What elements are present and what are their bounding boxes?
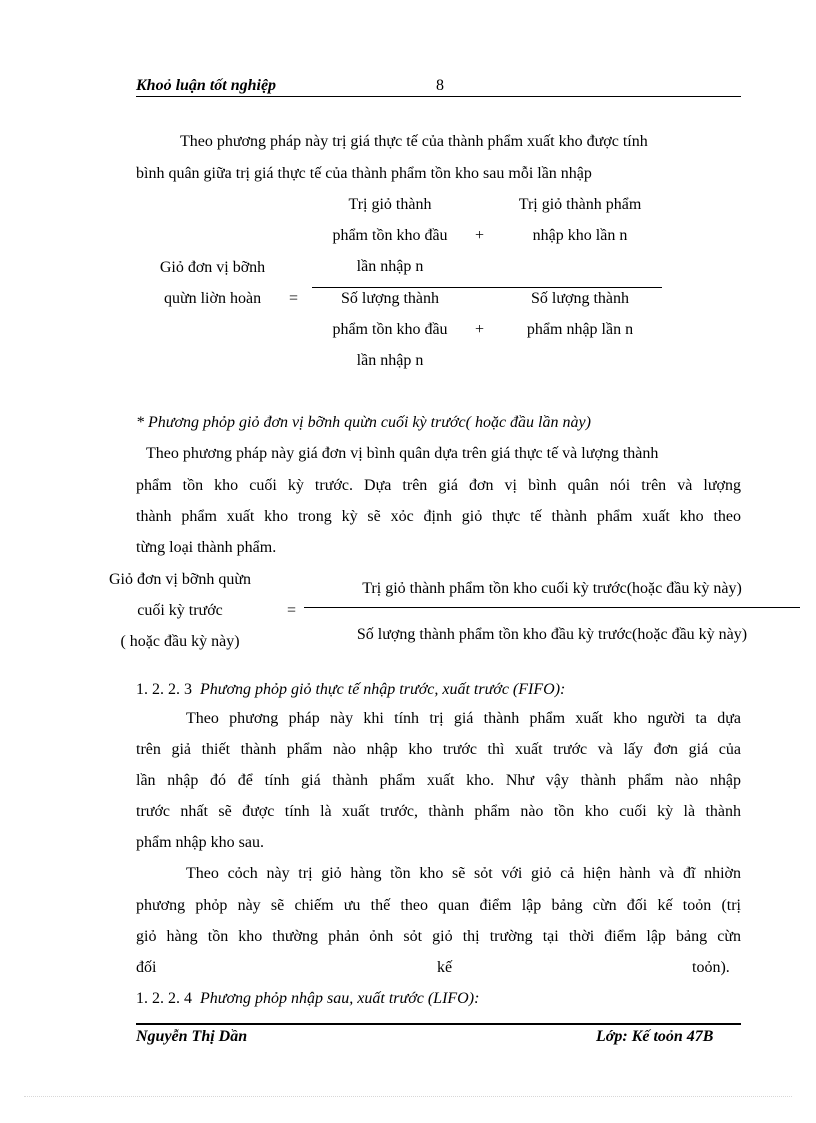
fifo-para1-line-5: phẩm nhập kho sau. xyxy=(136,834,264,851)
section-star-line-4: từng loại thành phẩm. xyxy=(136,539,277,556)
fifo-para1-line-3: lần nhập đó để tính giá thành phẩm xuất kho. Như vậy thành phẩm nào nhập xyxy=(136,772,741,789)
den-a-line-2: phẩm tồn kho đầu xyxy=(332,321,448,338)
fifo-para2-line-2: phương phỏp này sẽ chiếm ưu thế theo quan điểm lập bảng cừn đối kế toỏn (trị xyxy=(136,897,741,914)
num-b-line-2: nhập kho lần n xyxy=(532,227,628,244)
num-a-line-3: lần nhập n xyxy=(356,258,424,275)
f2-fraction-bar xyxy=(304,607,800,608)
f2-lhs-line-2: cuối kỳ trước xyxy=(137,602,223,619)
f2-numerator: Trị giỏ thành phẩm tồn kho cuối kỳ trước(hoặc đầu kỳ này) xyxy=(362,580,742,597)
f2-equals-sign: = xyxy=(287,602,297,619)
lhs-line-2: quừn liờn hoàn xyxy=(163,290,262,307)
section-star-line-1: Theo phương pháp này giá đơn vị bình quân dựa trên giá thực tế và lượng thành xyxy=(146,445,659,462)
fifo-title: Phương phỏp giỏ thực tế nhập trước, xuất trước (FIFO): xyxy=(200,681,566,698)
den-a-line-1: Số lượng thành xyxy=(340,290,440,307)
num-plus: + xyxy=(475,227,485,244)
intro-line-1: Theo phương pháp này trị giá thực tế của thành phẩm xuất kho được tính xyxy=(180,133,648,150)
f2-lhs-line-1: Giỏ đơn vị bỡnh quừn xyxy=(108,571,252,588)
den-a-line-3: lần nhập n xyxy=(356,352,424,369)
fifo-para2-last-word-1: đối xyxy=(136,959,157,976)
intro-line-2: bình quân giữa trị giá thực tế của thành phẩm tồn kho sau mỗi lần nhập xyxy=(136,165,592,182)
section-star-line-3: thành phẩm xuất kho trong kỳ sẽ xỏc định giỏ thực tế thành phẩm xuất kho theo xyxy=(136,508,741,525)
fifo-para2-line-1: Theo cỏch này trị giỏ hàng tồn kho sẽ sỏt với giỏ cả hiện hành và đĩ nhiờn xyxy=(186,865,741,882)
f2-denominator: Số lượng thành phẩm tồn kho đầu kỳ trước(hoặc đầu kỳ này) xyxy=(356,626,748,643)
header-title: Khoỏ luận tốt nghiệp xyxy=(136,77,277,94)
lifo-number: 1. 2. 2. 4 xyxy=(136,990,192,1007)
header-rule xyxy=(136,96,741,97)
fifo-number: 1. 2. 2. 3 xyxy=(136,681,192,698)
fraction-bar xyxy=(312,287,662,288)
lhs-line-1: Giỏ đơn vị bỡnh xyxy=(159,259,266,276)
fifo-para2-last-word-3: toỏn). xyxy=(692,959,730,976)
section-star-line-2: phẩm tồn kho cuối kỳ trước. Dựa trên giá đơn vị bình quân nói trên và lượng xyxy=(136,477,741,494)
footer-class: Lớp: Kế toỏn 47B xyxy=(596,1028,714,1045)
f2-lhs-line-3: ( hoặc đầu kỳ này) xyxy=(120,633,240,650)
fifo-para2-line-3: giỏ hàng tồn kho thường phản ỏnh sỏt giỏ thị trường tại thời điểm lập bảng cừn xyxy=(136,928,741,945)
den-b-line-2: phẩm nhập lần n xyxy=(526,321,634,338)
num-b-line-1: Trị giỏ thành phẩm xyxy=(518,196,642,213)
lifo-heading xyxy=(136,990,479,1008)
page-bottom-edge xyxy=(24,1096,792,1097)
num-a-line-2: phẩm tồn kho đầu xyxy=(332,227,448,244)
den-b-line-1: Số lượng thành xyxy=(530,290,630,307)
equals-sign: = xyxy=(289,290,299,307)
lifo-title: Phương phỏp nhập sau, xuất trước (LIFO): xyxy=(200,990,480,1007)
den-plus: + xyxy=(475,321,485,338)
section-star-heading: * Phương phỏp giỏ đơn vị bỡnh quừn cuối kỳ trước( hoặc đầu lần này) xyxy=(136,414,591,431)
fifo-para1-line-4: trước nhất sẽ được tính là xuất trước, thành phẩm nào tồn kho cuối kỳ là thành xyxy=(136,803,741,820)
fifo-para2-last-word-2: kế xyxy=(437,959,453,976)
fifo-para1-line-1: Theo phương pháp này khi tính trị giá thành phẩm xuất kho người ta dựa xyxy=(186,710,741,727)
footer-author: Nguyễn Thị Dần xyxy=(136,1028,248,1045)
fifo-para1-line-2: trên giả thiết thành phẩm nào nhập kho trước thì xuất trước và lấy đơn giá của xyxy=(136,741,741,758)
num-a-line-1: Trị giỏ thành xyxy=(348,196,432,213)
fifo-heading xyxy=(136,681,565,699)
footer-rule xyxy=(136,1023,741,1025)
page-number: 8 xyxy=(436,77,444,94)
